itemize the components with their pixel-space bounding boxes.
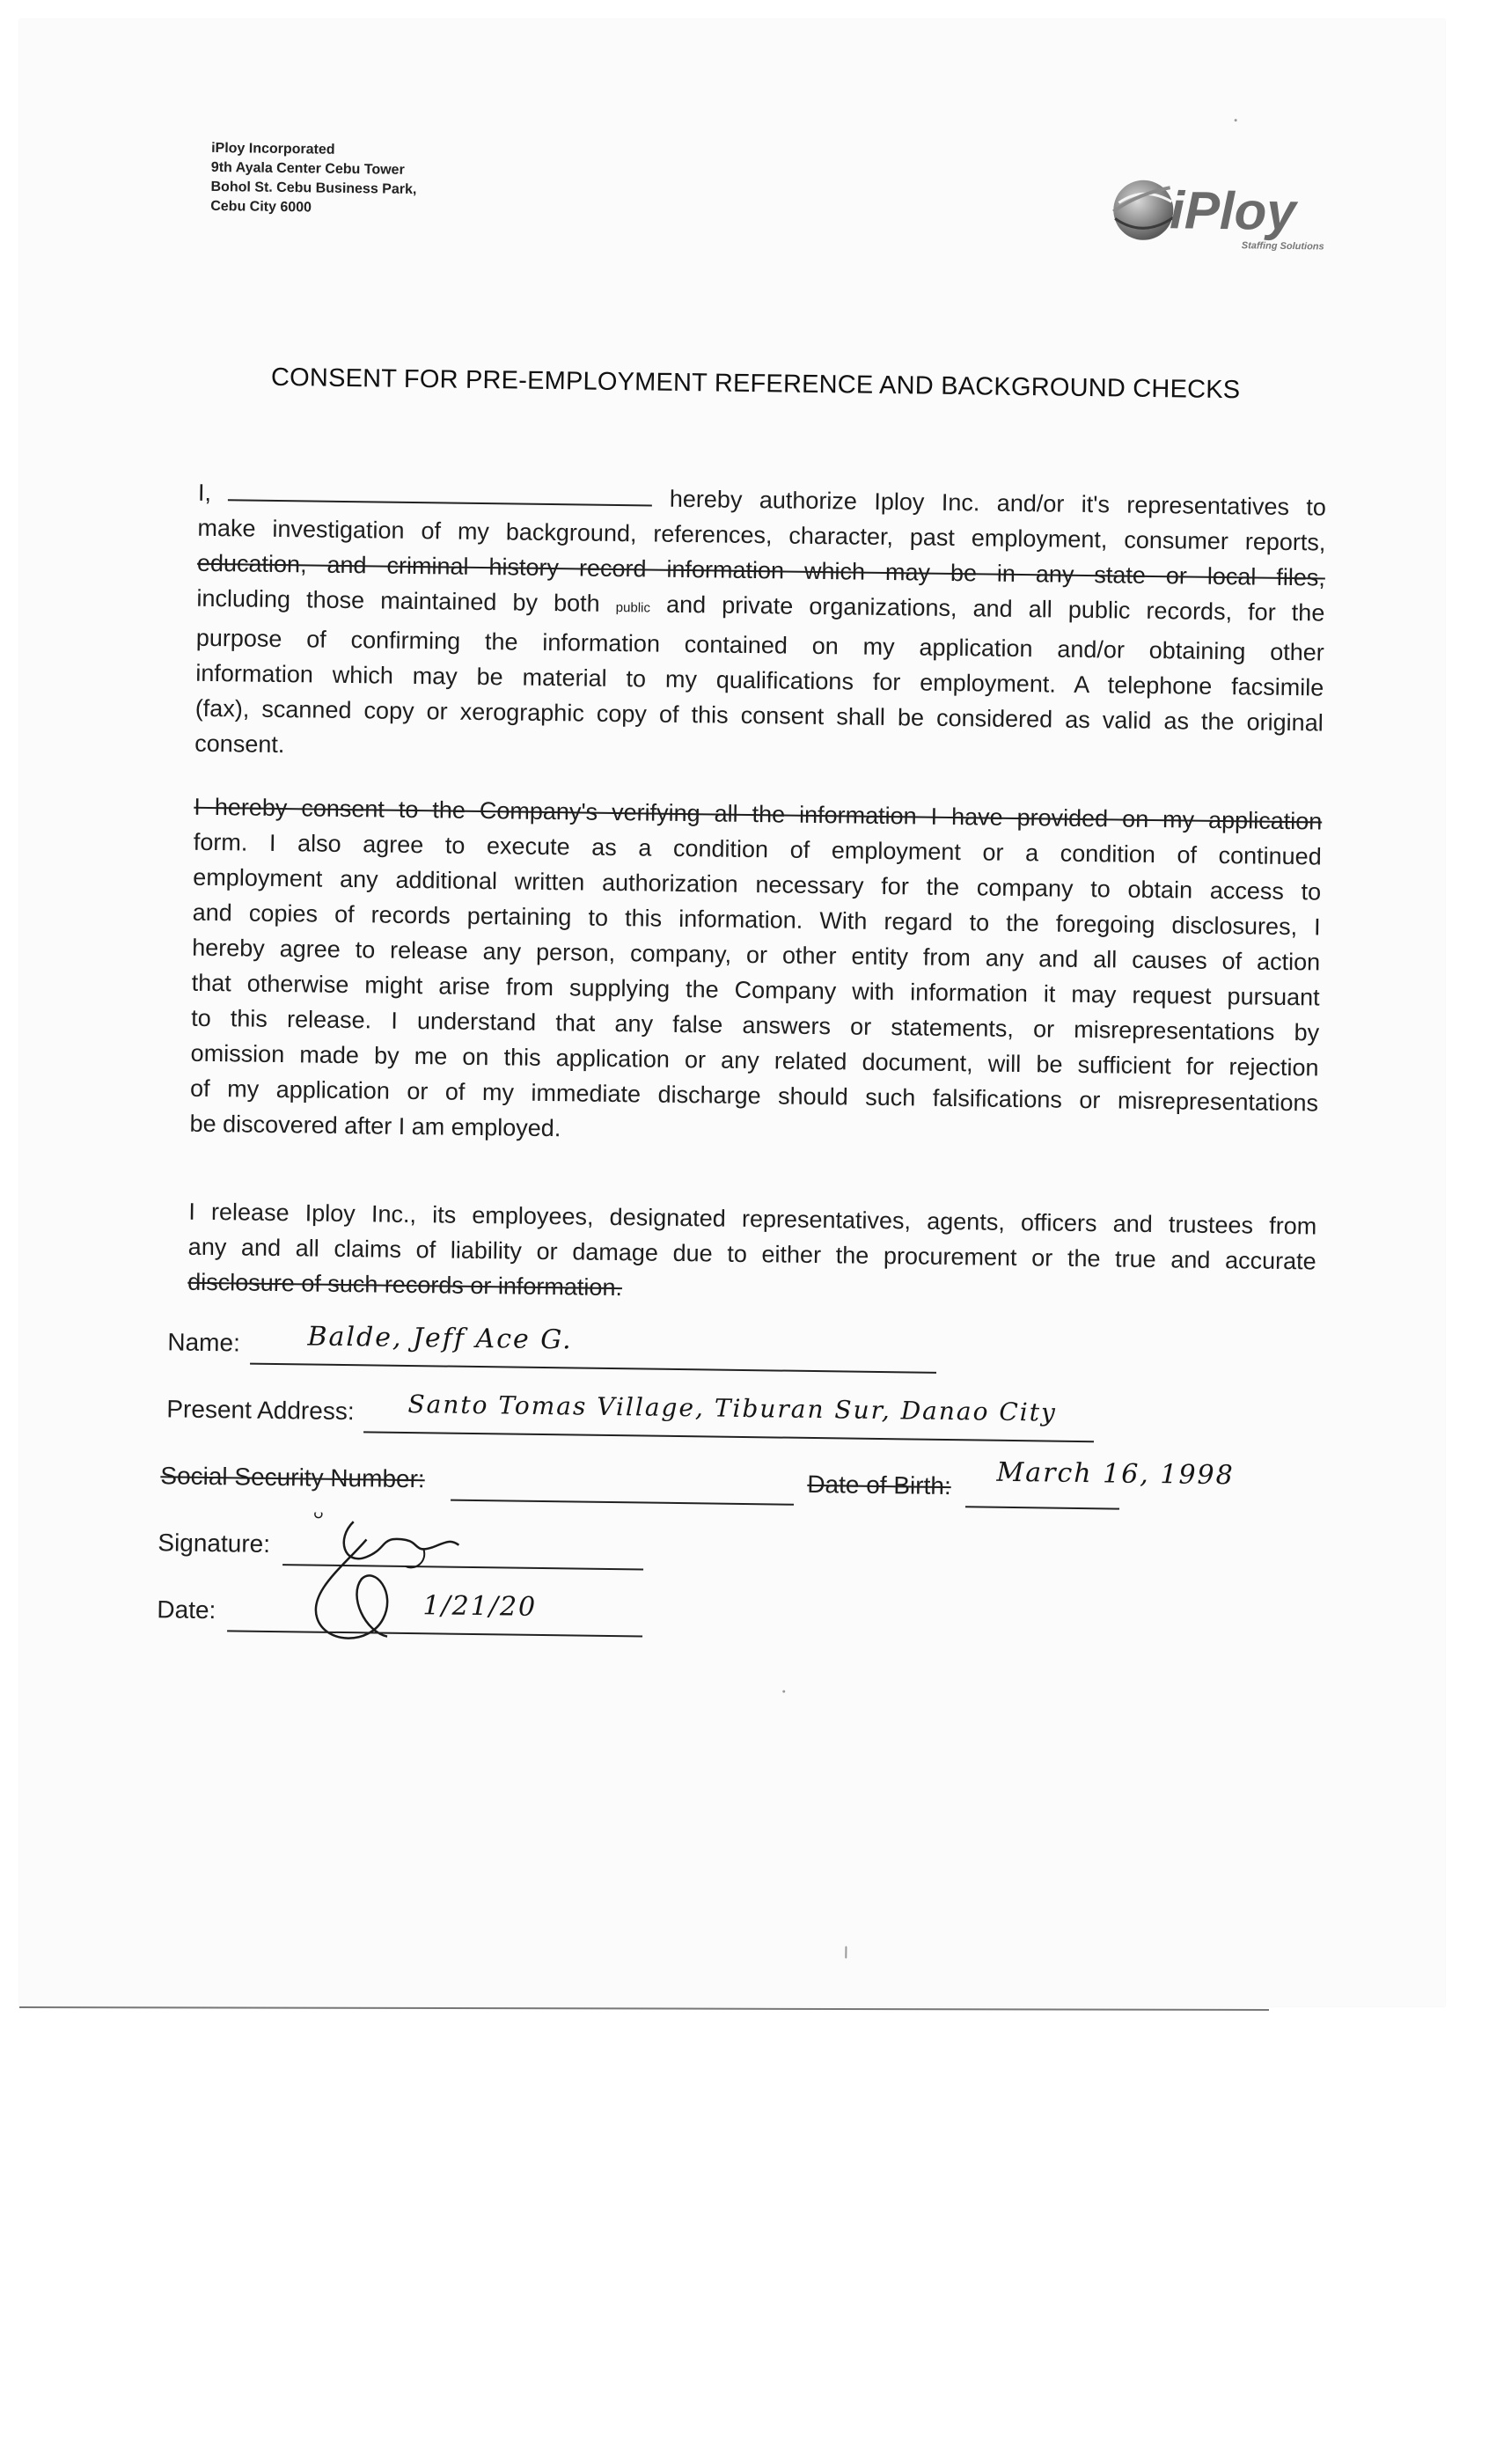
ssn-line[interactable] xyxy=(451,1500,794,1506)
paragraph-line: form. I also agree to execute as a condition of employment or a condition of continued xyxy=(193,828,1322,870)
ssn-label: Social Security Number: xyxy=(160,1462,425,1493)
paragraph-line: omission made by me on this application or any related document, will be sufficient for rejection xyxy=(190,1039,1319,1082)
company-name: iPloy Incorporated xyxy=(211,140,335,158)
paragraph-line: purpose of confirming the information contained on my application and/or obtaining other xyxy=(195,624,1324,666)
dob-handwriting[interactable]: March 16, 1998 xyxy=(996,1456,1235,1492)
scan-speck xyxy=(782,1690,785,1693)
logo-tagline: Staffing Solutions xyxy=(1241,240,1324,253)
authorization-paragraph xyxy=(194,475,1326,776)
name-label: Name: xyxy=(167,1328,241,1357)
company-address-line-3: Cebu City 6000 xyxy=(210,198,312,216)
paragraph-text: hereby authorize Iploy Inc. and/or it's representatives to xyxy=(669,485,1327,521)
paragraph-line: education, and criminal history record information which may be in any state or local files, xyxy=(196,549,1326,591)
paragraph-line: employment any additional written authorization necessary for the company to obtain access to xyxy=(193,863,1322,906)
present-address-label: Present Address: xyxy=(166,1395,355,1426)
release-paragraph xyxy=(187,1194,1316,1315)
paragraph-line: any and all claims of liability or damage due to either the procurement or the true and accurate xyxy=(187,1233,1316,1275)
scan-speck xyxy=(1235,119,1237,121)
dob-line xyxy=(965,1506,1119,1509)
paragraph-text: including those maintained by both xyxy=(196,584,600,617)
name-blank-line xyxy=(228,480,652,506)
paragraph-line: (fax), scanned copy or xerographic copy of this consent shall be considered as valid as the original xyxy=(194,694,1324,737)
address-line xyxy=(363,1431,1094,1442)
small-text: public xyxy=(615,599,651,616)
paragraph-line: hereby agree to release any person, company, or other entity from any and all causes of action xyxy=(192,934,1321,976)
paragraph-line: disclosure of such records or information. xyxy=(187,1268,623,1302)
iploy-logo xyxy=(1101,167,1339,259)
scan-speck xyxy=(845,1947,847,1959)
address-handwriting[interactable]: Santo Tomas Village, Tiburan Sur, Danao City xyxy=(407,1389,1058,1427)
paragraph-line: and copies of records pertaining to this information. With regard to the foregoing disclosures, I xyxy=(192,898,1321,941)
date-label: Date: xyxy=(157,1595,216,1624)
name-line xyxy=(250,1363,936,1374)
signature-scribble[interactable] xyxy=(282,1512,547,1665)
paragraph-line: information which may be material to my qualifications for employment. A telephone facsimile xyxy=(195,659,1324,701)
signature-label: Signature: xyxy=(158,1529,271,1558)
paragraph-line: consent. xyxy=(194,730,285,759)
paragraph-line: that otherwise might arise from supplying the Company with information it may request pursuant xyxy=(191,969,1320,1011)
paragraph-line: of my application or of my immediate discharge should such falsifications or misrepresentations xyxy=(189,1074,1319,1117)
paragraph-text: and private organizations, and all public records, for the xyxy=(665,590,1325,627)
paragraph-line: I hereby consent to the Company's verifying all the information I have provided on my application xyxy=(194,793,1323,835)
paragraph-line: make investigation of my background, references, character, past employment, consumer reports, xyxy=(197,514,1326,556)
paragraph-line: I release Iploy Inc., its employees, designated representatives, agents, officers and trustees from xyxy=(188,1198,1317,1240)
consent-paragraph xyxy=(189,789,1322,1156)
logo-wordmark: iPloy xyxy=(1169,180,1297,242)
document-title: CONSENT FOR PRE-EMPLOYMENT REFERENCE AND BACKGROUND CHECKS xyxy=(270,363,1241,405)
paragraph-line: be discovered after I am employed. xyxy=(189,1110,561,1142)
pronoun-text: I, xyxy=(197,479,212,506)
company-address-line-1: 9th Ayala Center Cebu Tower xyxy=(210,159,405,178)
name-handwriting[interactable]: Balde, Jeff Ace G. xyxy=(307,1321,573,1356)
company-address-line-2: Bohol St. Cebu Business Park, xyxy=(210,179,417,197)
date-of-birth-label: Date of Birth: xyxy=(807,1470,951,1500)
company-address-block xyxy=(210,139,417,219)
date-handwriting[interactable]: 1/21/20 xyxy=(422,1590,538,1623)
paragraph-line: to this release. I understand that any false answers or statements, or misrepresentations by xyxy=(191,1004,1320,1046)
